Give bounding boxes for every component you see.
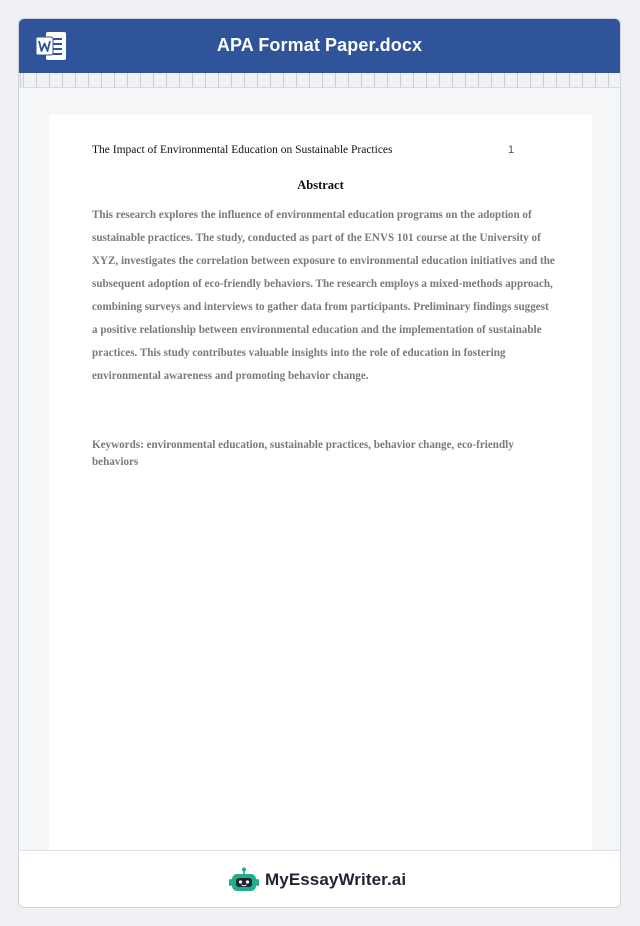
document-title: APA Format Paper.docx [216, 35, 423, 55]
abstract-body: This research explores the influence of environmental education programs on the adoption of sustainable practices. The study, conducted as part of the ENVS 101 course at the University of XYZ, investigates the correlation between exposure to environmental education initiatives and the subsequent adoption of eco-friendly behaviors. The research employs a mixed-methods approach, combining surveys and interviews to gather data from participants. Preliminary findings suggest a positive relationship between environmental education and the implementation of sustainable practices. This study contributes valuable insights into the role of education in fostering environmental awareness and promoting behavior change. [92, 209, 555, 382]
ruler [19, 73, 620, 88]
page-number: 1 [508, 144, 515, 156]
running-head: The Impact of Environmental Education on Sustainable Practices [92, 144, 393, 156]
document-page[interactable] [49, 115, 592, 875]
footer [19, 850, 620, 907]
keywords: Keywords: environmental education, sustainable practices, behavior change, eco-friendly behaviors [92, 439, 514, 468]
title-bar [19, 19, 620, 73]
brand-name: MyEssayWriter.ai [265, 870, 407, 889]
abstract-heading: Abstract [297, 178, 344, 192]
robot-logo-icon [229, 867, 259, 893]
brand-logo[interactable] [229, 867, 406, 893]
document-window [18, 18, 621, 908]
